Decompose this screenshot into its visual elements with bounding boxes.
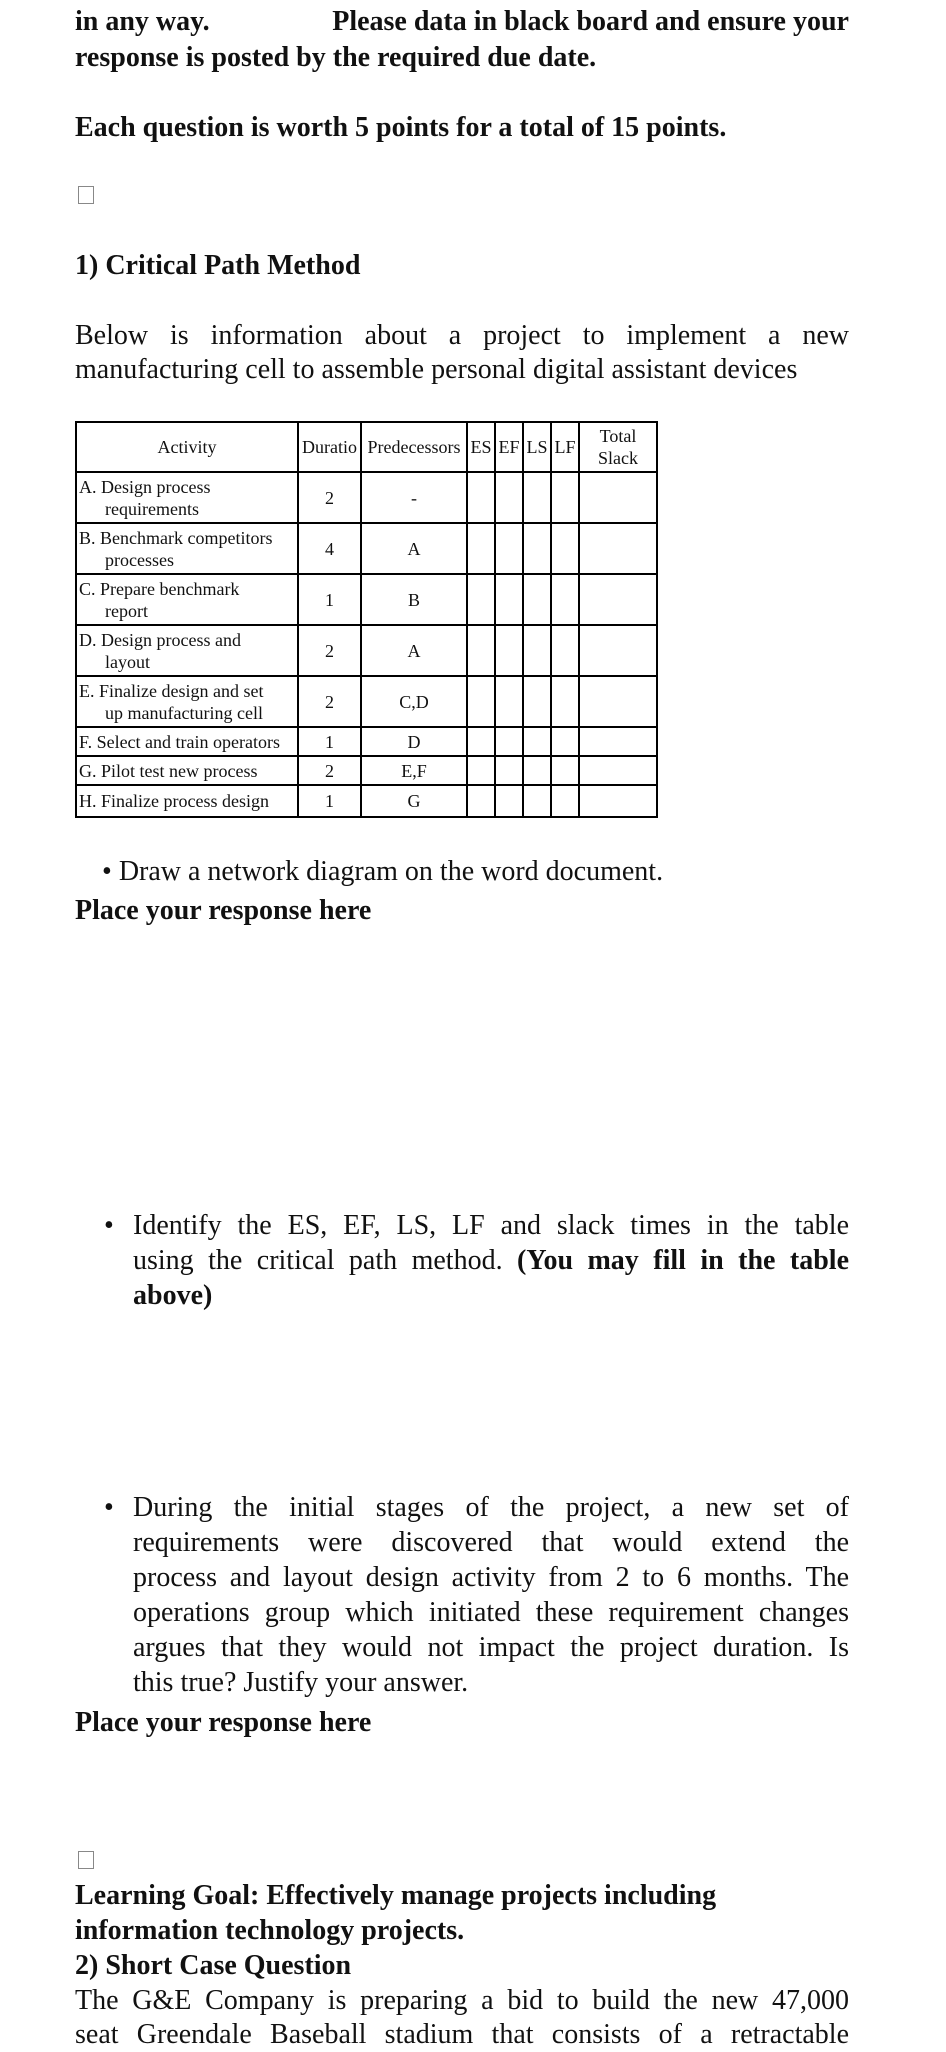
ef-cell[interactable] — [495, 574, 523, 625]
ef-cell[interactable] — [495, 625, 523, 676]
predecessors-cell: B — [361, 574, 467, 625]
es-cell[interactable] — [467, 574, 495, 625]
lf-cell[interactable] — [551, 785, 579, 817]
ef-cell[interactable] — [495, 472, 523, 523]
lf-cell[interactable] — [551, 574, 579, 625]
duration-cell: 1 — [298, 574, 361, 625]
total-slack-cell[interactable] — [579, 756, 657, 785]
es-cell[interactable] — [467, 785, 495, 817]
total-slack-cell[interactable] — [579, 625, 657, 676]
header-total-slack-line-2: Slack — [598, 448, 638, 468]
header-ls: LS — [523, 422, 551, 472]
ls-cell[interactable] — [523, 756, 551, 785]
section-1-heading: 1) Critical Path Method — [75, 250, 361, 281]
bullet-2-dot: • — [104, 1210, 114, 1241]
section-2-line-1: The G&E Company is preparing a bid to build the new 47,000 — [75, 1985, 849, 2016]
activity-line-1: A. Design process — [79, 476, 211, 497]
table-row — [76, 785, 657, 817]
table-row — [76, 625, 657, 676]
activity-line-2: processes — [105, 549, 174, 570]
bullet-3-line-4: operations group which initiated these requirement changes — [133, 1597, 849, 1628]
ls-cell[interactable] — [523, 676, 551, 727]
activity-line-1: E. Finalize design and set — [79, 680, 264, 701]
header-total-slack — [579, 422, 657, 472]
duration-cell: 2 — [298, 625, 361, 676]
ls-cell[interactable] — [523, 785, 551, 817]
header-total-slack-line-1: Total — [599, 426, 637, 446]
bullet-1-text: Draw a network diagram on the word document. — [118, 856, 664, 887]
predecessors-cell: A — [361, 523, 467, 574]
table-row — [76, 523, 657, 574]
bullet-3-line-6: this true? Justify your answer. — [133, 1667, 469, 1698]
bullet-3-line-5: argues that they would not impact the project duration. Is — [133, 1632, 849, 1663]
total-slack-cell[interactable] — [579, 472, 657, 523]
learning-goal-line-1: Learning Goal: Effectively manage projects including — [75, 1880, 717, 1911]
bullet-2-line-1: Identify the ES, EF, LS, LF and slack times in the table — [133, 1210, 849, 1241]
activity-line-1: D. Design process and — [79, 629, 241, 650]
lf-cell[interactable] — [551, 727, 579, 756]
bullet-3-line-3: process and layout design activity from 2 to 6 months. The — [133, 1562, 849, 1593]
activity-line-2: layout — [105, 651, 150, 672]
es-cell[interactable] — [467, 523, 495, 574]
bullet-1-dot: • — [102, 856, 112, 887]
table-row — [76, 574, 657, 625]
lf-cell[interactable] — [551, 625, 579, 676]
ef-cell[interactable] — [495, 756, 523, 785]
activity-line-2: report — [105, 600, 148, 621]
es-cell[interactable] — [467, 756, 495, 785]
duration-cell: 2 — [298, 676, 361, 727]
duration-cell: 2 — [298, 756, 361, 785]
es-cell[interactable] — [467, 472, 495, 523]
activity-cell — [76, 625, 298, 676]
checkbox-2[interactable] — [78, 1851, 94, 1869]
ls-cell[interactable] — [523, 727, 551, 756]
duration-cell: 1 — [298, 727, 361, 756]
header-activity: Activity — [76, 422, 298, 472]
activity-cell — [76, 574, 298, 625]
header-es: ES — [467, 422, 495, 472]
activity-cell — [76, 472, 298, 523]
duration-cell: 2 — [298, 472, 361, 523]
bullet-2-line-3: above) — [133, 1280, 213, 1311]
bullet-1 — [102, 854, 663, 889]
bullet-3-dot: • — [104, 1492, 114, 1523]
predecessors-cell: A — [361, 625, 467, 676]
table-row — [76, 756, 657, 785]
intro-line-1 — [75, 4, 849, 39]
es-cell[interactable] — [467, 727, 495, 756]
predecessors-cell: E,F — [361, 756, 467, 785]
table-header-row — [76, 422, 657, 472]
ef-cell[interactable] — [495, 523, 523, 574]
bullet-2-line-2-bold: (You may fill in the table — [517, 1245, 850, 1276]
activity-cell: G. Pilot test new process — [76, 756, 298, 785]
total-slack-cell[interactable] — [579, 574, 657, 625]
table-row — [76, 472, 657, 523]
header-lf: LF — [551, 422, 579, 472]
bullet-3-line-1: During the initial stages of the project, a new set of — [133, 1492, 849, 1523]
duration-cell: 4 — [298, 523, 361, 574]
points-note: Each question is worth 5 points for a total of 15 points. — [75, 112, 727, 143]
intro-line-2: response is posted by the required due date. — [75, 42, 597, 73]
activity-line-1: C. Prepare benchmark — [79, 578, 240, 599]
cpm-table — [75, 421, 658, 818]
section-2-line-2: seat Greendale Baseball stadium that consists of a retractable — [75, 2019, 849, 2050]
response-label-2: Place your response here — [75, 1707, 372, 1738]
intro-line-1-right: Please data in black board and ensure your — [332, 6, 849, 37]
lf-cell[interactable] — [551, 756, 579, 785]
learning-goal-line-2: information technology projects. — [75, 1915, 465, 1946]
predecessors-cell: G — [361, 785, 467, 817]
ef-cell[interactable] — [495, 727, 523, 756]
lf-cell[interactable] — [551, 523, 579, 574]
bullet-2-line-2-normal: using the critical path method. — [133, 1245, 503, 1276]
es-cell[interactable] — [467, 625, 495, 676]
activity-cell — [76, 523, 298, 574]
checkbox-1[interactable] — [78, 186, 94, 204]
response-label-1: Place your response here — [75, 895, 372, 926]
activity-line-1: B. Benchmark competitors — [79, 527, 273, 548]
predecessors-cell: D — [361, 727, 467, 756]
lf-cell[interactable] — [551, 472, 579, 523]
bullet-3-line-2: requirements were discovered that would extend the — [133, 1527, 849, 1558]
es-cell[interactable] — [467, 676, 495, 727]
header-predecessors: Predecessors — [361, 422, 467, 472]
activity-cell: H. Finalize process design — [76, 785, 298, 817]
ls-cell[interactable] — [523, 523, 551, 574]
section-2-heading: 2) Short Case Question — [75, 1950, 352, 1981]
total-slack-cell[interactable] — [579, 785, 657, 817]
ef-cell[interactable] — [495, 676, 523, 727]
activity-line-2: requirements — [105, 498, 199, 519]
activity-cell: F. Select and train operators — [76, 727, 298, 756]
section-1-desc-line-2: manufacturing cell to assemble personal digital assistant devices — [75, 354, 798, 385]
lf-cell[interactable] — [551, 676, 579, 727]
header-duration: Duratio — [298, 422, 361, 472]
ls-cell[interactable] — [523, 472, 551, 523]
predecessors-cell: - — [361, 472, 467, 523]
table-row — [76, 676, 657, 727]
ls-cell[interactable] — [523, 574, 551, 625]
activity-cell — [76, 676, 298, 727]
intro-line-1-left: in any way. — [75, 6, 210, 37]
bullet-3 — [104, 1490, 849, 1700]
activity-line-2: up manufacturing cell — [105, 702, 263, 723]
total-slack-cell[interactable] — [579, 727, 657, 756]
duration-cell: 1 — [298, 785, 361, 817]
ls-cell[interactable] — [523, 625, 551, 676]
header-ef: EF — [495, 422, 523, 472]
table-row — [76, 727, 657, 756]
bullet-2 — [104, 1208, 849, 1313]
section-1-desc-line-1: Below is information about a project to implement a new — [75, 320, 849, 351]
ef-cell[interactable] — [495, 785, 523, 817]
total-slack-cell[interactable] — [579, 676, 657, 727]
total-slack-cell[interactable] — [579, 523, 657, 574]
bullet-2-line-2 — [133, 1243, 849, 1278]
predecessors-cell: C,D — [361, 676, 467, 727]
